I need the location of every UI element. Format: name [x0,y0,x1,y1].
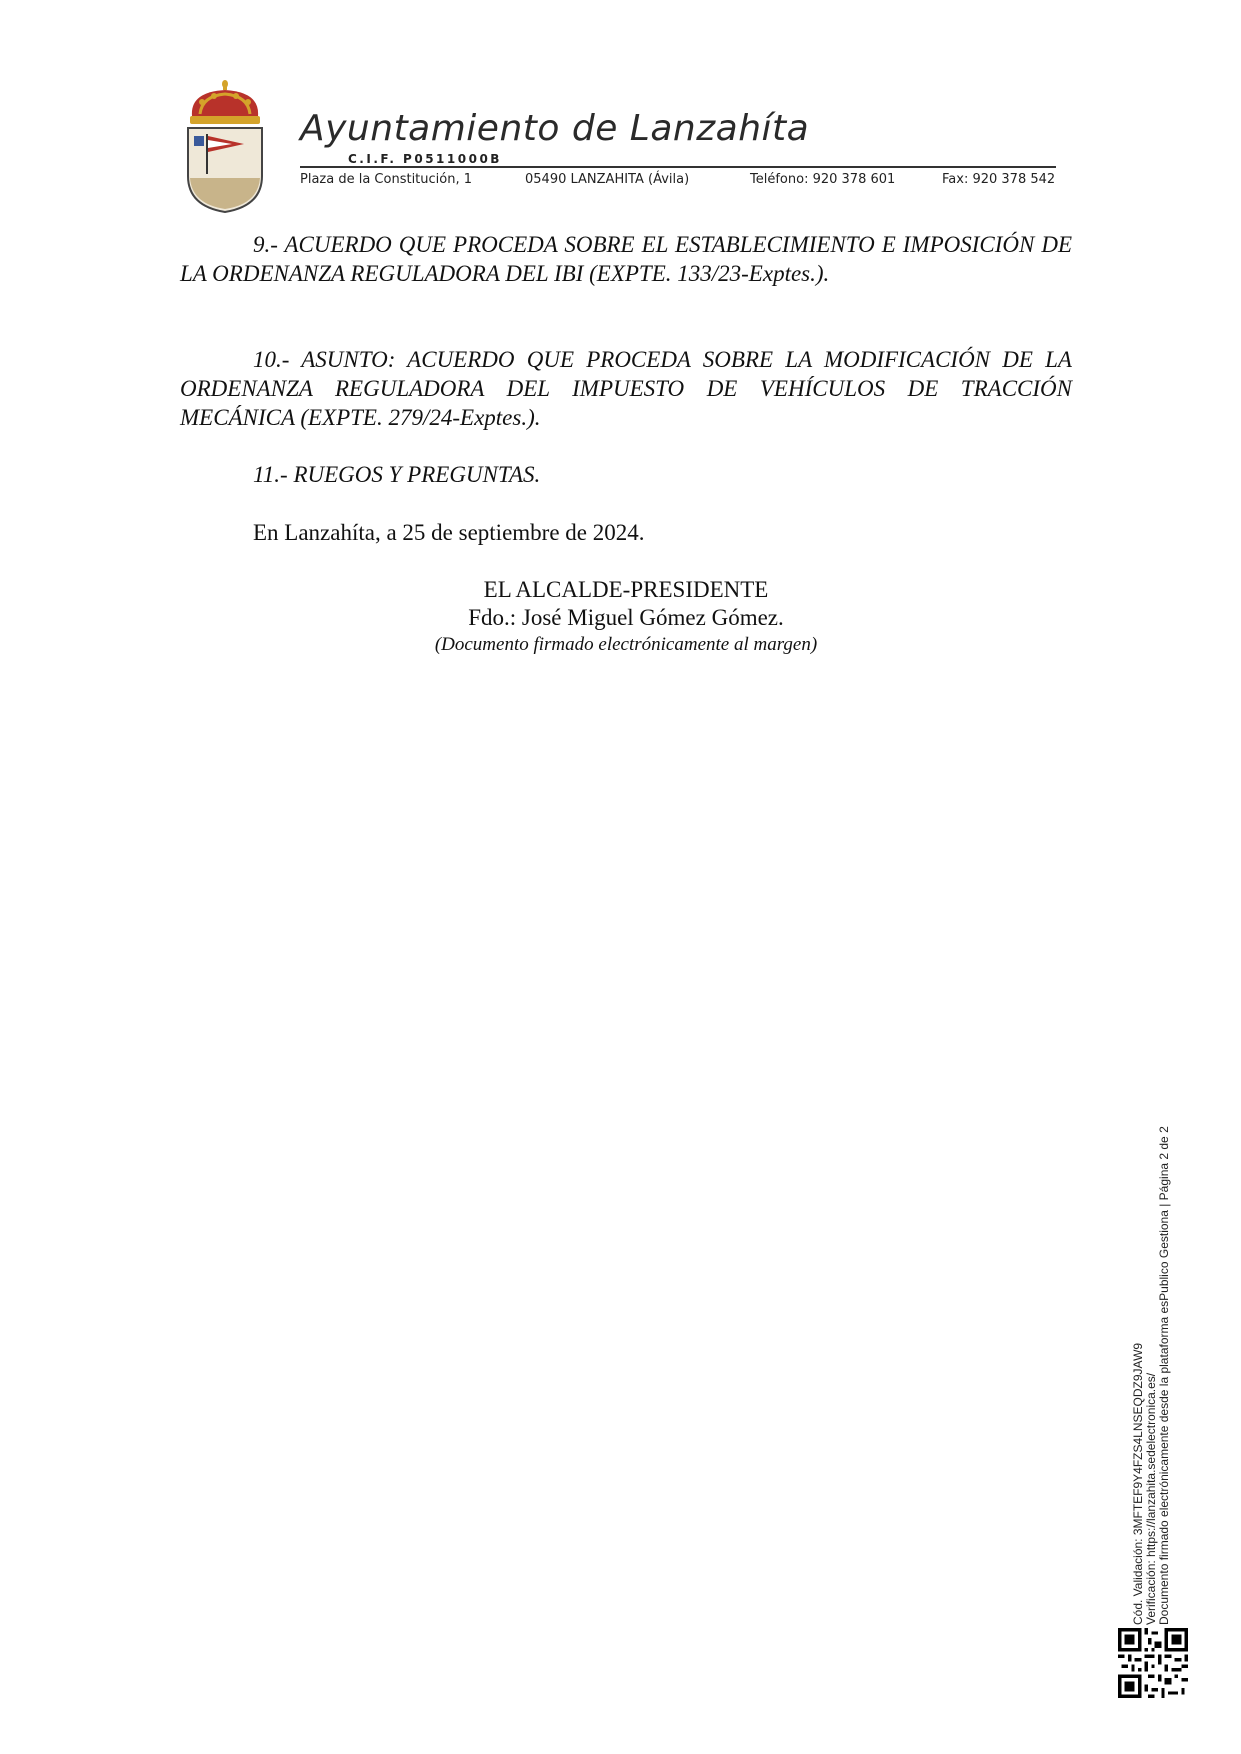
agenda-item-11: 11.- RUEGOS Y PREGUNTAS. [253,462,541,487]
cif-number: C.I.F. P0511000B [348,152,502,166]
signature-name: Fdo.: José Miguel Gómez Gómez. [468,605,784,630]
city: 05490 LANZAHITA (Ávila) [525,172,690,187]
fax: Fax: 920 378 542 [942,172,1056,187]
letterhead [180,78,1060,218]
agenda-item-9: 9.- ACUERDO QUE PROCEDA SOBRE EL ESTABLECIMIENTO E IMPOSICIÓN DE LA ORDENANZA REGULADORA DEL IBI (EXPTE. 133/23-Exptes.). [180,232,1072,286]
electronic-signature-stamp [1132,1095,1171,1625]
letterhead-rule [300,166,1056,168]
place-date: En Lanzahíta, a 25 de septiembre de 2024. [253,520,645,545]
organization-name: Ayuntamiento de Lanzahíta [300,108,810,149]
signature-title: EL ALCALDE-PRESIDENTE [483,577,769,602]
phone: Teléfono: 920 378 601 [750,172,896,187]
signature-note: (Documento firmado electrónicamente al margen) [434,634,818,655]
address: Plaza de la Constitución, 1 [300,172,473,187]
qr-code-icon [1118,1628,1188,1698]
coat-of-arms-logo [180,78,270,214]
verification-url[interactable]: Verificación: https://lanzahita.sedelectronica.es/ [1144,1372,1158,1625]
platform-note: Documento firmado electrónicamente desde la plataforma esPublico Gestiona | Página 2 de 2 [1157,1126,1171,1625]
agenda-item-10: 10.- ASUNTO: ACUERDO QUE PROCEDA SOBRE LA MODIFICACIÓN DE LA ORDENANZA REGULADORA DEL IMPUESTO DE VEHÍCULOS DE TRACCIÓN MECÁNICA (EXPTE. 279/24-Exptes.). [180,347,1072,430]
validation-code: Cód. Validación: 3MFTEF9Y4FZS4LNSEQDZ9JAW9 [1131,1342,1145,1625]
